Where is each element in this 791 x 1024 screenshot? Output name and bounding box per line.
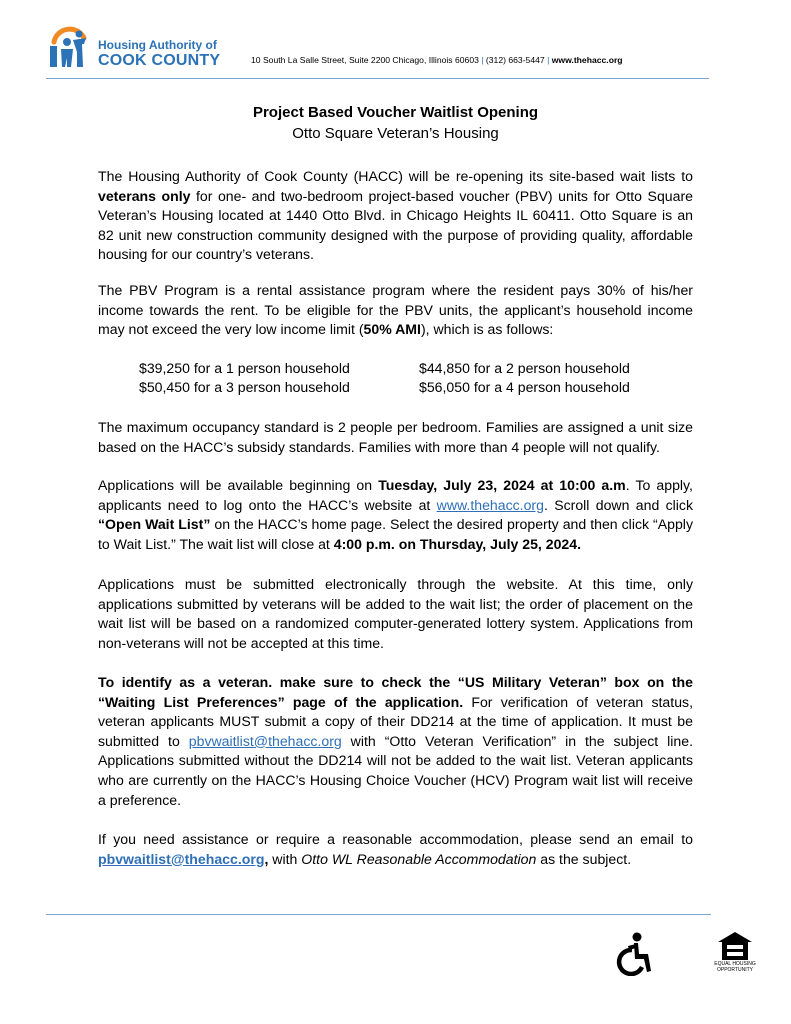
accommodation-paragraph <box>98 830 693 869</box>
income-limit-3: $50,450 for a 3 person household <box>139 379 350 395</box>
separator: | <box>547 55 550 65</box>
email-link[interactable]: pbvwaitlist@thehacc.org <box>98 850 265 867</box>
header-contact-line <box>251 55 623 65</box>
open-date-emphasis: Tuesday, July 23, 2024 at 10:00 a.m <box>378 477 626 493</box>
eho-line2: OPPORTUNITY <box>716 966 754 973</box>
header-website[interactable]: www.thehacc.org <box>551 55 623 65</box>
hacc-logo <box>46 22 236 72</box>
email-link[interactable]: pbvwaitlist@thehacc.org <box>188 732 342 749</box>
intro-paragraph <box>98 167 693 265</box>
text: . Scroll down and click <box>543 496 693 513</box>
text: . To apply, applicants need to log onto the HACC’s website at <box>98 477 693 513</box>
ami-emphasis: 50% AMI <box>363 321 421 338</box>
pbv-program-paragraph <box>98 281 693 340</box>
text: For verification of veteran status, veteran applicants MUST submit a copy of their DD214 at the time of application. It must be submitted to <box>98 693 693 749</box>
equal-housing-icon <box>717 931 753 961</box>
text: The PBV Program is a rental assistance program where the resident pays 30% of his/her income towards the rent. To be eligible for the PBV units, the applicant’s household income may not exceed the very low income limit ( <box>98 282 693 338</box>
equal-housing-text <box>713 962 757 973</box>
text: , <box>264 850 269 867</box>
header-phone: (312) 663-5447 <box>485 55 545 65</box>
close-date-emphasis: 4:00 p.m. on Thursday, July 25, 2024. <box>333 535 582 552</box>
submission-paragraph: Applications must be submitted electronically through the website. At this time, only applications submitted by veterans will be added to the wait list; the order of placement on the wait list will be based on a randomized computer-generated lottery system. Applications from non-veterans will not be accepted at this time. <box>98 576 693 651</box>
income-limit-1: $39,250 for a 1 person household <box>139 360 350 376</box>
logo-org-line1: Housing Authority of <box>98 38 217 52</box>
logo-org-line2: COOK COUNTY <box>98 52 221 69</box>
page-subtitle: Otto Square Veteran’s Housing <box>292 125 499 142</box>
income-limit-4: $56,050 for a 4 person household <box>419 379 630 395</box>
text: The Housing Authority of Cook County (HACC) will be re-opening its site-based wait lists to <box>98 168 693 184</box>
subject-line-emphasis: Otto WL Reasonable Accommodation <box>301 850 537 867</box>
header-address: 10 South La Salle Street, Suite 2200 Chicago, Illinois 60603 <box>251 55 479 65</box>
text: If you need assistance or require a reasonable accommodation, please send an email to <box>98 831 693 847</box>
footer-rule <box>46 914 711 915</box>
veterans-only-emphasis: veterans only <box>98 187 191 204</box>
text: on the HACC’s home page. Select the desired property and then click “Apply to Wait List.” The wait list will close at <box>98 516 693 552</box>
text: with “Otto Veteran Verification” in the subject line. Applications submitted without the DD214 will not be added to the wait list. Veteran applicants who are currently on the HACC’s Housing Choice Voucher (HCV) Program wait list will receive a preference. <box>98 732 693 808</box>
text: with <box>268 850 302 867</box>
income-limit-2: $44,850 for a 2 person household <box>419 360 630 376</box>
website-link[interactable]: www.thehacc.org <box>436 496 544 513</box>
text: for one- and two-bedroom project-based voucher (PBV) units for Otto Square Veteran’s Housing located at 1440 Otto Blvd. in Chicago Heights IL 60411. Otto Square is an 82 unit new construction community designed with the purpose of providing quality, affordable housing for our country’s veterans. <box>98 187 693 263</box>
veteran-checkbox-instruction: To identify as a veteran. make sure to check the “US Military Veteran” box on the “Waiting List Preferences” page of the application. <box>98 674 693 710</box>
header-rule <box>46 78 709 79</box>
veteran-verification-paragraph <box>98 673 693 810</box>
text: ), which is as follows: <box>420 321 554 338</box>
separator: | <box>481 55 484 65</box>
occupancy-paragraph: The maximum occupancy standard is 2 people per bedroom. Families are assigned a unit size based on the HACC’s subsidy standards. Families with more than 4 people will not qualify. <box>98 419 693 455</box>
open-wait-list-emphasis: “Open Wait List” <box>98 516 211 533</box>
logo-house-icon <box>46 22 96 72</box>
page-title: Project Based Voucher Waitlist Opening <box>252 104 539 121</box>
text: as the subject. <box>536 850 632 867</box>
eho-line1: EQUAL HOUSING <box>714 961 756 967</box>
accessibility-icon <box>614 932 654 976</box>
application-dates-paragraph <box>98 476 693 554</box>
text: Applications will be available beginning on <box>98 477 379 493</box>
